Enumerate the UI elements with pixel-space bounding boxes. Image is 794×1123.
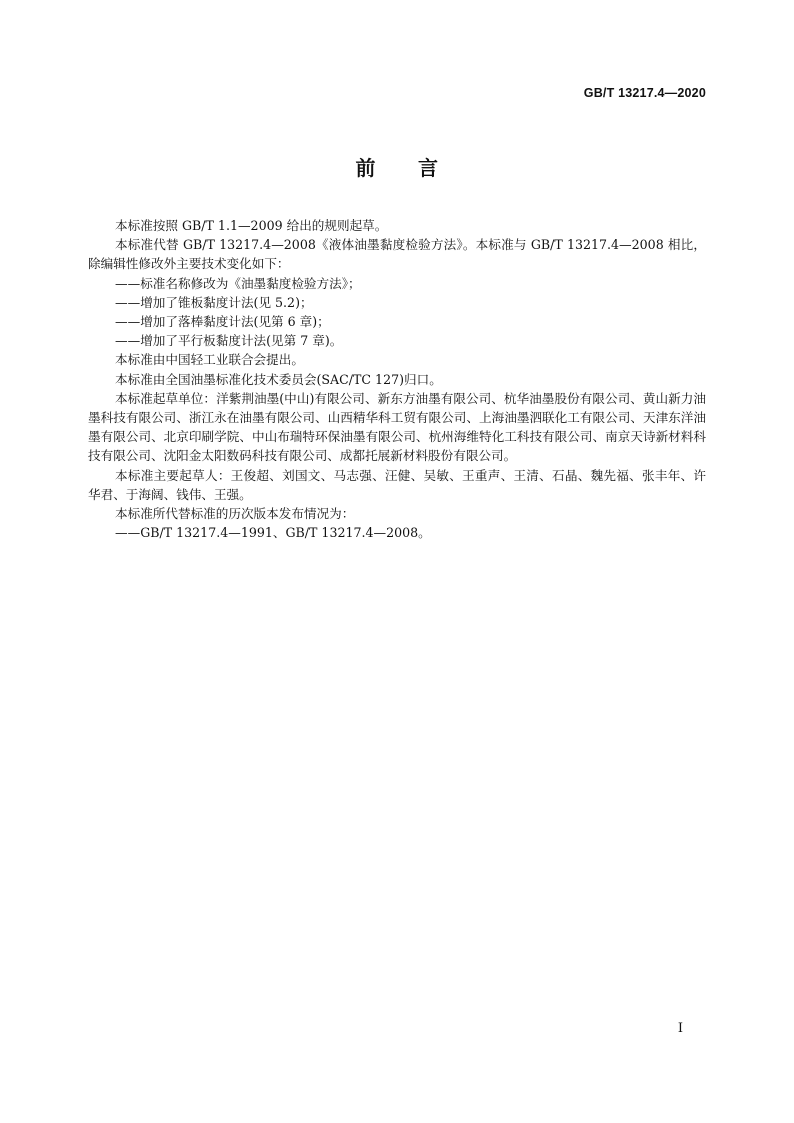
change-item-parallel-plate: ——增加了平行板黏度计法(见第 7 章)。 [115, 333, 343, 349]
page-title [0, 152, 794, 181]
foreword-body [88, 216, 706, 542]
change-item-falling-rod: ——增加了落棒黏度计法(见第 6 章)； [115, 314, 330, 330]
paragraph-replacement: 本标准代替 GB/T 13217.4—2008《液体油墨黏度检验方法》。本标准与 GB/T 13217.4—2008 相比，除编辑性修改外主要技术变化如下： [88, 237, 706, 272]
page-number: I [677, 1021, 683, 1036]
paragraph-history-intro: 本标准所代替标准的历次版本发布情况为： [115, 506, 355, 522]
title-char-2: 言 [418, 156, 439, 180]
paragraph-drafters: 本标准主要起草人：王俊超、刘国文、马志强、汪健、吴敏、王重声、王清、石晶、魏先福、张丰年、许华君、于海阔、钱伟、王强。 [88, 467, 706, 502]
change-item-cone-plate: ——增加了锥板黏度计法(见 5.2)； [115, 294, 313, 310]
paragraph-history-versions: ——GB/T 13217.4—1991、GB/T 13217.4—2008。 [115, 525, 431, 541]
paragraph-drafting-rules: 本标准按照 GB/T 1.1—2009 给出的规则起草。 [115, 218, 388, 233]
change-item-name: ——标准名称修改为《油墨黏度检验方法》； [115, 275, 361, 291]
standard-code: GB/T 13217.4—2020 [583, 86, 706, 100]
title-char-1: 前 [355, 156, 376, 180]
paragraph-proposed-by: 本标准由中国轻工业联合会提出。 [115, 352, 304, 368]
paragraph-centralized-by: 本标准由全国油墨标准化技术委员会(SAC/TC 127)归口。 [115, 371, 442, 387]
paragraph-drafting-units: 本标准起草单位：洋紫荆油墨(中山)有限公司、新东方油墨有限公司、杭华油墨股份有限公司、黄山新力油墨科技有限公司、浙江永在油墨有限公司、山西精华科工贸有限公司、上海油墨泗联化工有限公司、天津东洋油墨有限公司、北京印刷学院、中山布瑞特环保油墨有限公司、杭州海维特化工科技有限公司、南京天诗新材料科技有限公司、沈阳金太阳数码科技有限公司、成都托展新材料股份有限公司。 [88, 390, 706, 464]
